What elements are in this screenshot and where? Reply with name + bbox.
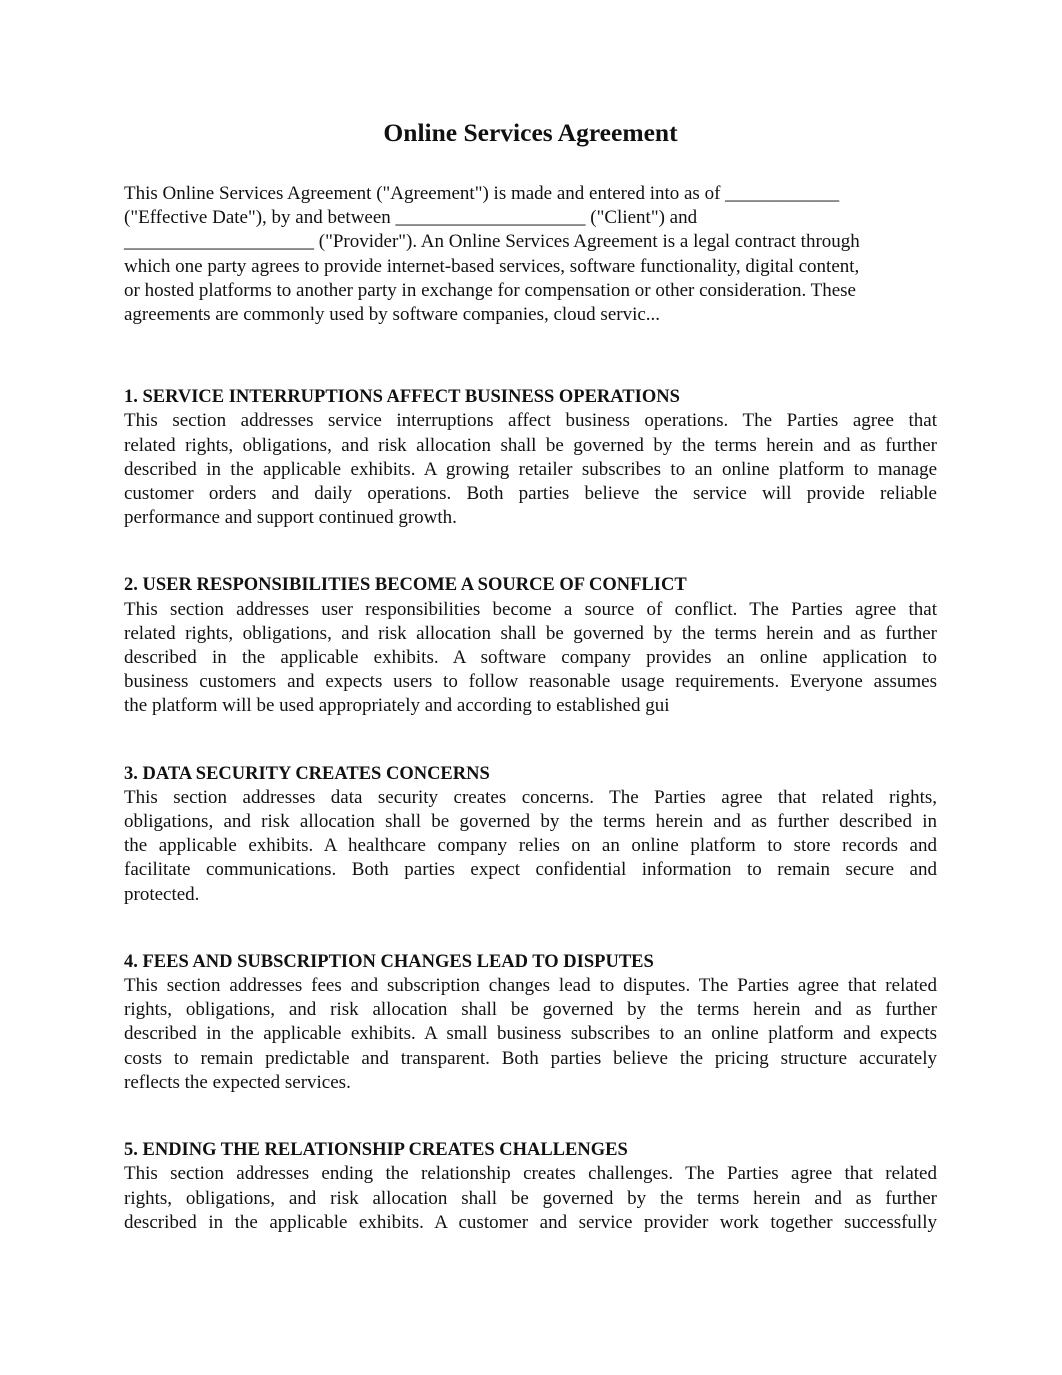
body-line: rights, obligations, and risk allocation shall be governed by the terms herein and as further: [124, 1187, 937, 1209]
intro-line: ____________________ ("Provider"). An Online Services Agreement is a legal contract through: [124, 231, 860, 253]
body-line: customer orders and daily operations. Both parties believe the service will provide reliable: [124, 483, 937, 505]
body-line: rights, obligations, and risk allocation shall be governed by the terms herein and as further: [124, 999, 937, 1021]
section-2: [124, 573, 937, 718]
body-line: described in the applicable exhibits. A growing retailer subscribes to an online platform to manage: [124, 458, 937, 480]
section-heading: 1. SERVICE INTERRUPTIONS AFFECT BUSINESS OPERATIONS: [124, 387, 680, 408]
document-page: [124, 118, 937, 1235]
body-line: described in the applicable exhibits. A small business subscribes to an online platform and expects: [124, 1023, 937, 1045]
section-1: [124, 385, 937, 530]
section-5: [124, 1138, 937, 1235]
section-body: [124, 786, 937, 907]
body-line: This section addresses user responsibilities become a source of conflict. The Parties agree that: [124, 598, 937, 620]
section-4: [124, 950, 937, 1095]
body-line: This section addresses ending the relationship creates challenges. The Parties agree that related: [124, 1163, 937, 1185]
body-line: related rights, obligations, and risk allocation shall be governed by the terms herein and as further: [124, 434, 937, 456]
body-line: costs to remain predictable and transparent. Both parties believe the pricing structure accurately: [124, 1047, 937, 1069]
body-line: the applicable exhibits. A healthcare company relies on an online platform to store records and: [124, 835, 937, 857]
section-heading: 4. FEES AND SUBSCRIPTION CHANGES LEAD TO DISPUTES: [124, 951, 654, 972]
intro-line: or hosted platforms to another party in exchange for compensation or other consideration. These: [124, 279, 856, 301]
intro-line: This Online Services Agreement ("Agreement") is made and entered into as of ____________: [124, 183, 840, 204]
body-line: This section addresses fees and subscription changes lead to disputes. The Parties agree that related: [124, 975, 937, 997]
section-heading: 5. ENDING THE RELATIONSHIP CREATES CHALLENGES: [124, 1140, 628, 1161]
body-line: the platform will be used appropriately and according to established gui: [124, 695, 670, 717]
section-3: [124, 762, 937, 907]
body-line: performance and support continued growth.: [124, 507, 457, 529]
body-line: This section addresses data security creates concerns. The Parties agree that related rights,: [124, 786, 937, 808]
body-line: business customers and expects users to follow reasonable usage requirements. Everyone assumes: [124, 671, 937, 693]
intro-line: agreements are commonly used by software companies, cloud servic...: [124, 304, 661, 326]
intro-paragraph: [124, 182, 937, 327]
section-body: [124, 598, 937, 719]
body-line: described in the applicable exhibits. A customer and service provider work together successfully: [124, 1211, 937, 1233]
body-line: described in the applicable exhibits. A software company provides an online application to: [124, 647, 937, 669]
intro-line: ("Effective Date"), by and between ____________________ ("Client") and: [124, 207, 698, 229]
body-line: reflects the expected services.: [124, 1071, 351, 1093]
document-title: Online Services Agreement: [383, 118, 678, 147]
section-body: [124, 409, 937, 530]
body-line: obligations, and risk allocation shall be governed by the terms herein and as further described in: [124, 811, 937, 833]
body-line: protected.: [124, 883, 200, 905]
section-heading: 3. DATA SECURITY CREATES CONCERNS: [124, 763, 490, 784]
body-line: related rights, obligations, and risk allocation shall be governed by the terms herein and as further: [124, 622, 937, 644]
body-line: facilitate communications. Both parties expect confidential information to remain secure and: [124, 859, 937, 881]
section-body: [124, 1162, 937, 1235]
section-body: [124, 974, 937, 1095]
body-line: This section addresses service interruptions affect business operations. The Parties agree that: [124, 410, 937, 432]
section-heading: 2. USER RESPONSIBILITIES BECOME A SOURCE OF CONFLICT: [124, 575, 687, 596]
intro-line: which one party agrees to provide internet-based services, software functionality, digital content,: [124, 255, 860, 277]
